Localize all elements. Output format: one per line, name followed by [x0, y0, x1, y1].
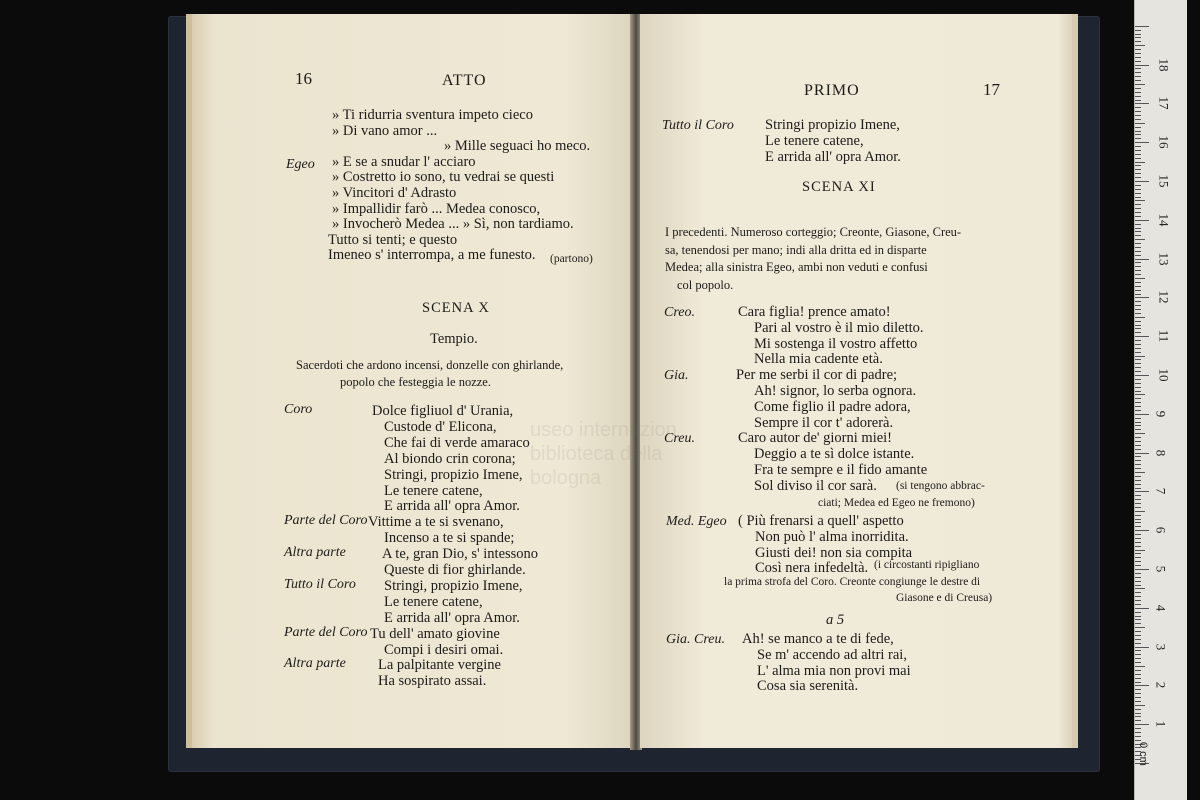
verse-line: Ah! se manco a te di fede,	[742, 631, 894, 647]
ruler-tick	[1135, 359, 1141, 360]
ruler-number: 7	[1153, 488, 1169, 495]
ruler-tick	[1135, 491, 1149, 492]
ruler-tick	[1135, 732, 1141, 733]
ruler-tick	[1135, 158, 1141, 159]
ruler-tick	[1135, 169, 1141, 170]
ruler-tick	[1135, 577, 1141, 578]
ruler-unit-label: 0 cm	[1137, 742, 1149, 766]
ruler-tick	[1135, 678, 1141, 679]
verse-line: » Impallidir farò ... Medea conosco,	[332, 200, 541, 217]
ruler-number: 3	[1153, 643, 1169, 650]
running-head: ATTO	[442, 72, 487, 89]
ruler-tick	[1135, 519, 1141, 520]
ruler-tick	[1135, 239, 1145, 240]
ruler-tick	[1135, 709, 1141, 710]
ruler-tick	[1135, 410, 1141, 411]
verse-line: Tutto si tenti; e questo	[328, 231, 458, 248]
ruler-tick	[1135, 425, 1141, 426]
ruler-tick	[1135, 313, 1141, 314]
ruler-tick	[1135, 177, 1141, 178]
ruler-tick	[1135, 336, 1149, 337]
ruler-tick	[1135, 379, 1141, 380]
ruler-tick	[1135, 449, 1141, 450]
ruler-tick	[1135, 150, 1141, 151]
ruler-tick	[1135, 375, 1149, 376]
ruler-tick	[1135, 367, 1141, 368]
ruler-number: 10	[1156, 368, 1172, 382]
ruler-tick	[1135, 259, 1149, 260]
verse-line: » Vincitori d' Adrasto	[332, 185, 457, 201]
ruler-tick	[1135, 472, 1145, 473]
ruler-tick	[1135, 631, 1141, 632]
ruler-tick	[1135, 45, 1145, 46]
verse-line: Le tenere catene,	[765, 132, 864, 149]
verse-line: Compi i desiri omai.	[384, 641, 504, 658]
ruler-tick	[1135, 200, 1145, 201]
verse-line: La palpitante vergine	[378, 657, 501, 674]
ruler-tick	[1135, 588, 1145, 589]
ruler-tick	[1135, 197, 1141, 198]
ruler-tick	[1135, 57, 1141, 58]
scene-title: SCENA XI	[802, 179, 876, 195]
ruler-tick	[1135, 600, 1141, 601]
ruler-tick	[1135, 484, 1141, 485]
ruler-tick	[1135, 511, 1145, 512]
ruler-tick	[1135, 534, 1141, 535]
ruler-tick	[1135, 662, 1141, 663]
ruler-tick	[1135, 235, 1141, 236]
aside-direction: (si tengono abbrac-	[896, 480, 985, 492]
ruler-tick	[1135, 352, 1141, 353]
verse-line: E arrida all' opra Amor.	[765, 148, 901, 165]
ruler-tick	[1135, 340, 1141, 341]
ruler-tick	[1135, 670, 1141, 671]
ruler-tick	[1135, 557, 1141, 558]
speaker-name: Gia. Creu.	[666, 632, 725, 647]
ruler-tick	[1135, 68, 1141, 69]
speaker-name: Tutto il Coro	[284, 576, 356, 592]
ruler-number: 15	[1156, 174, 1172, 188]
stage-direction-line: col popolo.	[677, 277, 734, 292]
ruler-tick	[1135, 127, 1141, 128]
ruler-tick	[1135, 418, 1141, 419]
ruler-tick	[1135, 573, 1141, 574]
ruler-tick	[1135, 224, 1141, 225]
right-page	[640, 14, 1072, 748]
ruler-tick	[1135, 321, 1141, 322]
verse-line: Al biondo crin corona;	[384, 450, 516, 467]
ruler-tick	[1135, 251, 1141, 252]
ruler-tick	[1135, 429, 1141, 430]
ruler-tick	[1135, 740, 1141, 741]
ruler-tick	[1135, 623, 1141, 624]
verse-line: Stringi, propizio Imene,	[384, 466, 523, 483]
ruler-tick	[1135, 134, 1141, 135]
verse-line: Come figlio il padre adora,	[754, 398, 911, 415]
verse-line: Le tenere catene,	[384, 482, 483, 499]
ruler-tick	[1135, 165, 1141, 166]
ruler-tick	[1135, 208, 1141, 209]
ruler-tick	[1135, 488, 1141, 489]
ruler-tick	[1135, 228, 1141, 229]
aside-direction: ciati; Medea ed Egeo ne fremono)	[818, 497, 975, 509]
ruler-number: 17	[1156, 96, 1172, 110]
ruler-tick	[1135, 325, 1141, 326]
ruler-tick	[1135, 173, 1141, 174]
verse-line: Deggio a te sì dolce istante.	[754, 446, 915, 463]
verse-line: Sempre il cor t' adorerà.	[754, 414, 894, 431]
ruler-tick	[1135, 278, 1145, 279]
ruler-tick	[1135, 612, 1141, 613]
verse-line: E arrida all' opra Amor.	[384, 609, 520, 626]
ruler-tick	[1135, 162, 1145, 163]
ruler-tick	[1135, 433, 1145, 434]
ruler-number: 5	[1153, 565, 1169, 573]
ruler-tick	[1135, 356, 1145, 357]
aside-direction: (i circostanti ripigliano	[874, 559, 980, 571]
stage-direction-line: sa, tenendosi per mano; indi alla dritta ed in disparte	[665, 242, 927, 257]
ruler-tick	[1135, 666, 1145, 667]
ruler-tick	[1135, 348, 1141, 349]
ruler-tick	[1135, 34, 1141, 35]
ruler-tick	[1135, 728, 1141, 729]
ruler-tick	[1135, 468, 1141, 469]
ruler-number: 2	[1153, 682, 1169, 689]
ruler-tick	[1135, 72, 1141, 73]
ruler-tick	[1135, 682, 1141, 683]
ruler-tick	[1135, 212, 1141, 213]
ruler-tick	[1135, 604, 1141, 605]
verse-line: Per me serbi il cor di padre;	[736, 367, 898, 384]
speaker-name: Creu.	[664, 431, 695, 447]
ruler-tick	[1135, 309, 1141, 310]
ruler-tick	[1135, 596, 1141, 597]
ruler-tick	[1135, 627, 1145, 628]
ruler-number: 8	[1153, 449, 1169, 456]
verse-line: » Ti ridurria sventura impeto cieco	[332, 107, 533, 123]
ruler-tick	[1135, 546, 1141, 547]
ruler-tick	[1135, 569, 1149, 570]
ruler-tick	[1135, 53, 1141, 54]
verse-line: Ha sospirato assai.	[378, 673, 487, 690]
speaker-name: Gia.	[664, 368, 689, 384]
ruler-tick	[1135, 92, 1141, 93]
ruler-tick	[1135, 402, 1141, 403]
ruler-tick	[1135, 647, 1149, 648]
ruler-tick	[1135, 84, 1145, 85]
verse-line: Non può l' alma inorridita.	[755, 528, 909, 545]
verse-line: Tu dell' amato giovine	[370, 625, 500, 642]
ruler-tick	[1135, 107, 1141, 108]
ruler-tick	[1135, 713, 1141, 714]
ruler-tick	[1135, 266, 1141, 267]
ruler-tick	[1135, 30, 1141, 31]
ruler-number: 13	[1156, 252, 1172, 266]
verse-line: » Di vano amor ...	[332, 122, 438, 139]
ruler-tick	[1135, 464, 1141, 465]
stage-direction-line: I precedenti. Numeroso corteggio; Creonte, Giasone, Creu-	[665, 225, 962, 239]
ruler-tick	[1135, 26, 1149, 27]
verse-line: Sol diviso il cor sarà.	[754, 477, 877, 494]
ruler-tick	[1135, 317, 1145, 318]
ruler-tick	[1135, 100, 1141, 101]
ruler-tick	[1135, 274, 1141, 275]
ruler-tick	[1135, 550, 1145, 551]
exit-direction: (partono)	[550, 253, 593, 265]
ruler-tick	[1135, 142, 1149, 143]
ruler-tick	[1135, 716, 1141, 717]
verse-line: Le tenere catene,	[384, 593, 483, 610]
aside-direction: la prima strofa del Coro. Creonte congiunge le destre di	[724, 576, 981, 588]
ruler-number: 14	[1156, 213, 1172, 227]
ruler-tick	[1135, 262, 1141, 263]
ruler-tick	[1135, 530, 1149, 531]
ruler-tick	[1135, 414, 1149, 415]
ruler-tick	[1135, 398, 1141, 399]
ruler-tick	[1135, 103, 1149, 104]
speaker-name: Parte del Coro	[284, 513, 368, 529]
ruler-tick	[1135, 495, 1141, 496]
library-watermark	[530, 418, 677, 490]
ruler-tick	[1135, 476, 1141, 477]
page-number: 16	[295, 69, 312, 88]
ruler-tick	[1135, 328, 1141, 329]
verse-line: ( Più frenarsi a quell' aspetto	[738, 513, 904, 529]
ruler-tick	[1135, 65, 1149, 66]
ruler-tick	[1135, 290, 1141, 291]
ruler-tick	[1135, 131, 1141, 132]
ruler-tick	[1135, 565, 1141, 566]
ruler-tick	[1135, 701, 1141, 702]
ruler-tick	[1135, 515, 1141, 516]
ruler-tick	[1135, 363, 1141, 364]
verse-line: Fra te sempre e il fido amante	[754, 462, 928, 478]
ruler-tick	[1135, 406, 1141, 407]
stage-direction-line: Sacerdoti che ardono incensi, donzelle con ghirlande,	[296, 358, 564, 372]
verse-line: Incenso a te si spande;	[384, 530, 515, 547]
ruler-number: 18	[1156, 58, 1172, 72]
ruler-tick	[1135, 724, 1149, 725]
ruler-tick	[1135, 736, 1141, 737]
page-number: 17	[983, 80, 1000, 99]
ruler-number: 1	[1153, 720, 1169, 728]
measurement-ruler	[1134, 0, 1187, 800]
ruler-tick	[1135, 453, 1149, 454]
verse-line: Queste di fior ghirlande.	[384, 562, 526, 578]
ruler-tick	[1135, 80, 1141, 81]
ruler-tick	[1135, 96, 1141, 97]
ruler-tick	[1135, 243, 1141, 244]
ruler-number: 4	[1153, 604, 1169, 612]
ruler-tick	[1135, 654, 1141, 655]
ruler-tick	[1135, 305, 1141, 306]
ruler-number: 16	[1156, 135, 1172, 149]
scene-title: SCENA X	[422, 300, 490, 316]
ruler-tick	[1135, 561, 1141, 562]
ruler-tick	[1135, 189, 1141, 190]
verse-line: Che fai di verde amaraco	[384, 434, 530, 451]
ruler-tick	[1135, 507, 1141, 508]
ruler-tick	[1135, 658, 1141, 659]
ruler-number: 6	[1153, 526, 1169, 534]
ruler-tick	[1135, 383, 1141, 384]
ruler-tick	[1135, 639, 1141, 640]
verse-line: » Mille seguaci ho meco.	[444, 138, 591, 155]
verse-line: L' alma mia non provi mai	[757, 662, 911, 679]
ruler-tick	[1135, 697, 1141, 698]
verse-line: » E se a snudar l' acciaro	[332, 153, 476, 170]
stage-direction-line: Medea; alla sinistra Egeo, ambi non veduti e confusi	[665, 260, 928, 274]
ruler-tick	[1135, 394, 1145, 395]
ruler-tick	[1135, 437, 1141, 438]
verse-line: Cara figlia! prence amato!	[738, 304, 891, 320]
ruler-tick	[1135, 371, 1141, 372]
left-page	[192, 14, 632, 748]
verse-line: Così nera infedeltà.	[755, 560, 869, 577]
ruler-tick	[1135, 344, 1141, 345]
ruler-tick	[1135, 146, 1141, 147]
verse-line: Cosa sia serenità.	[757, 678, 859, 695]
ruler-tick	[1135, 204, 1141, 205]
ruler-tick	[1135, 616, 1141, 617]
ruler-tick	[1135, 297, 1149, 298]
ruler-tick	[1135, 643, 1141, 644]
verse-line: Se m' accendo ad altri rai,	[757, 646, 907, 663]
aside-direction: Giasone e di Creusa)	[896, 592, 993, 604]
verse-line: Vittime a te si svenano,	[368, 514, 504, 531]
verse-line: E arrida all' opra Amor.	[384, 498, 520, 515]
ruler-tick	[1135, 499, 1141, 500]
ruler-tick	[1135, 255, 1141, 256]
ruler-tick	[1135, 286, 1141, 287]
ruler-tick	[1135, 119, 1141, 120]
ruler-tick	[1135, 522, 1141, 523]
ruler-tick	[1135, 422, 1141, 423]
ruler-tick	[1135, 456, 1141, 457]
verse-line: Stringi, propizio Imene,	[384, 577, 523, 594]
stage-direction-line: popolo che festeggia le nozze.	[340, 375, 491, 389]
ruler-tick	[1135, 538, 1141, 539]
verse-line: Dolce figliuol d' Urania,	[372, 403, 514, 419]
verse-line: Caro autor de' giorni miei!	[738, 430, 893, 447]
speaker-name: Parte del Coro	[284, 624, 368, 640]
speaker-name: Altra parte	[284, 545, 346, 561]
verse-line: A te, gran Dio, s' intessono	[382, 546, 539, 563]
ruler-tick	[1135, 720, 1141, 721]
ruler-number: 12	[1156, 290, 1172, 304]
speaker-name: Tutto il Coro	[662, 118, 734, 133]
ruler-tick	[1135, 674, 1141, 675]
ruler-tick	[1135, 480, 1141, 481]
ruler-tick	[1135, 115, 1141, 116]
verse-line: Pari al vostro è il mio diletto.	[754, 319, 924, 336]
ruler-tick	[1135, 441, 1141, 442]
ruler-tick	[1135, 460, 1141, 461]
ruler-tick	[1135, 650, 1141, 651]
verse-line: Custode d' Elicona,	[384, 418, 497, 435]
ruler-tick	[1135, 282, 1141, 283]
ruler-tick	[1135, 154, 1141, 155]
scene-setting: Tempio.	[430, 331, 478, 347]
verse-line: » Invocherò Medea ... » Sì, non tardiamo.	[332, 216, 574, 233]
verse-line: Mi sostenga il vostro affetto	[754, 335, 918, 352]
ruler-tick	[1135, 181, 1149, 182]
ruler-tick	[1135, 231, 1141, 232]
watermark-line: biblioteca della	[530, 443, 663, 465]
ruler-tick	[1135, 503, 1141, 504]
watermark-line: useo internazion	[530, 419, 677, 441]
ruler-tick	[1135, 49, 1141, 50]
ruler-tick	[1135, 445, 1141, 446]
ruler-tick	[1135, 247, 1141, 248]
verse-line: Imeneo s' interrompa, a me funesto.	[328, 247, 536, 264]
ruler-tick	[1135, 216, 1141, 217]
verse-line: Ah! signor, lo serba ognora.	[754, 383, 917, 399]
ruler-tick	[1135, 76, 1141, 77]
ruler-tick	[1135, 705, 1145, 706]
ruler-number: 9	[1153, 410, 1169, 418]
verse-line: Giusti dei! non sia compita	[755, 544, 913, 561]
ruler-tick	[1135, 61, 1141, 62]
ruler-tick	[1135, 332, 1141, 333]
watermark-line: bologna	[530, 467, 602, 489]
ruler-tick	[1135, 294, 1141, 295]
ruler-tick	[1135, 270, 1141, 271]
ruler-tick	[1135, 693, 1141, 694]
ruler-tick	[1135, 387, 1141, 388]
speaker-name: Med. Egeo	[666, 514, 727, 529]
ruler-tick	[1135, 111, 1141, 112]
speaker-name: Coro	[284, 402, 313, 417]
ruler-tick	[1135, 526, 1141, 527]
ruler-tick	[1135, 619, 1141, 620]
ruler-tick	[1135, 88, 1141, 89]
ruler-tick	[1135, 553, 1141, 554]
ruler-tick	[1135, 220, 1149, 221]
ruler-tick	[1135, 542, 1141, 543]
ruler-tick	[1135, 391, 1141, 392]
ruler-tick	[1135, 123, 1145, 124]
speaker-name: Altra parte	[284, 656, 346, 672]
ruler-tick	[1135, 635, 1141, 636]
verse-line: Nella mia cadente età.	[754, 351, 883, 368]
speaker-name: Egeo	[286, 157, 315, 173]
ruler-tick	[1135, 608, 1149, 609]
ruler-tick	[1135, 585, 1141, 586]
ruler-tick	[1135, 185, 1141, 186]
ruler-tick	[1135, 138, 1141, 139]
running-head: PRIMO	[804, 82, 860, 99]
ruler-tick	[1135, 685, 1149, 686]
ruler-tick	[1135, 592, 1141, 593]
speaker-name: Creo.	[664, 305, 695, 320]
ruler-tick	[1135, 689, 1141, 690]
ruler-tick	[1135, 581, 1141, 582]
ruler-tick	[1135, 37, 1141, 38]
ruler-number: 11	[1156, 329, 1172, 343]
ruler-tick	[1135, 41, 1141, 42]
verse-line: Stringi propizio Imene,	[765, 117, 900, 133]
verse-line: » Costretto io sono, tu vedrai se questi	[332, 169, 555, 186]
ruler-tick	[1135, 301, 1141, 302]
ruler-tick	[1135, 193, 1141, 194]
ensemble-label: a 5	[826, 612, 845, 628]
